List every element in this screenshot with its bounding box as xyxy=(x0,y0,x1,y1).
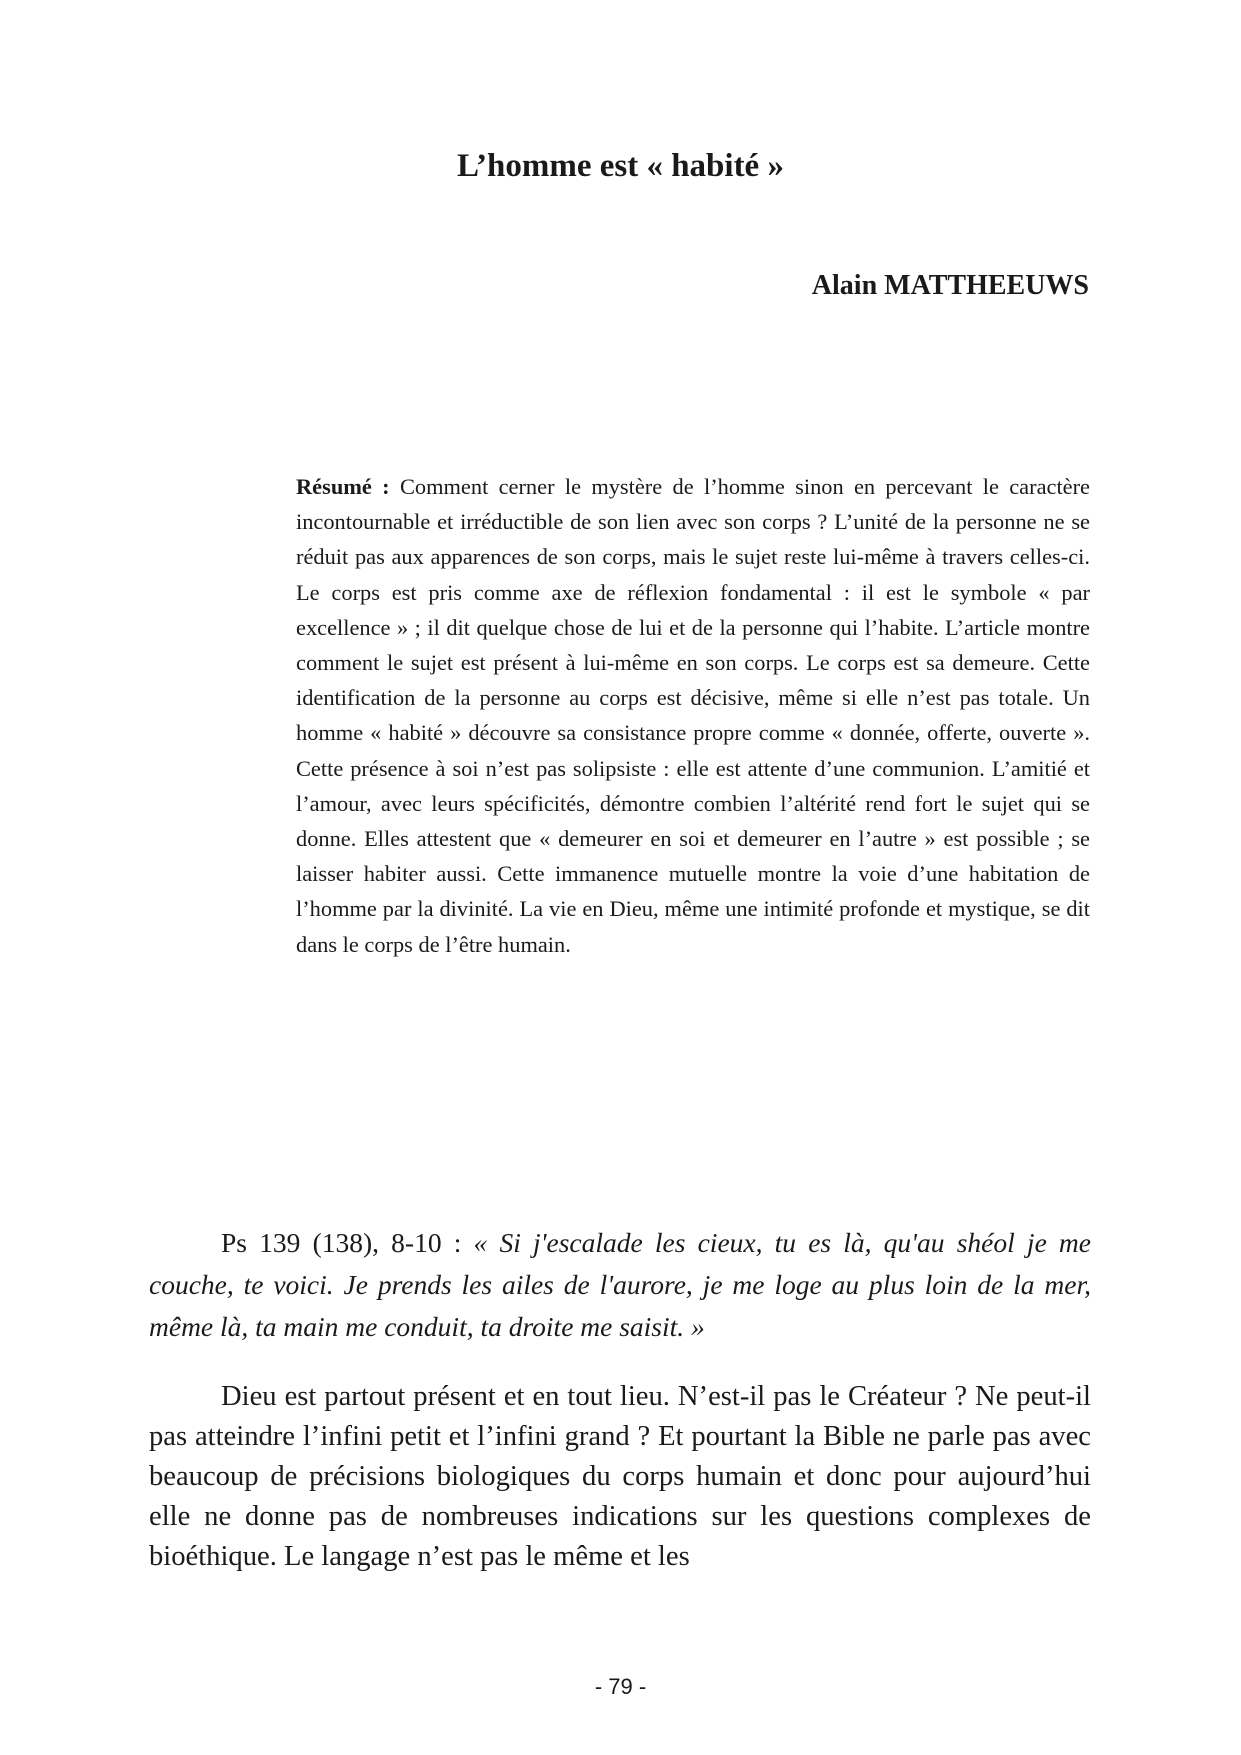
body-paragraph: Dieu est partout présent et en tout lieu. N’est-il pas le Créateur ? Ne peut-il pas atteindre l’infini petit et l’infini grand ? Et pourtant la Bible ne parle pas avec beaucoup de précisions biologiques du corps humain et donc pour aujourd’hui elle ne donne pas de nombreuses indications sur les questions complexes de bioéthique. Le langage n’est pas le même et les xyxy=(149,1381,1091,1572)
epigraph-reference: Ps 139 (138), 8-10 : xyxy=(221,1227,462,1258)
abstract-text: Comment cerner le mystère de l’homme sinon en percevant le caractère incontournable et irréductible de son lien avec son corps ? L’unité de la personne ne se réduit pas aux apparences de son corps, mais le sujet reste lui-même à travers celles-ci. Le corps est pris comme axe de réflexion fondamental : il est le symbole « par excellence » ; il dit quelque chose de lui et de la personne qui l’habite. L’article montre comment le sujet est présent à lui-même en son corps. Le corps est sa demeure. Cette identification de la personne au corps est décisive, même si elle n’est pas totale. Un homme « habité » découvre sa consistance propre comme « donnée, offerte, ouverte ». Cette présence à soi n’est pas solipsiste : elle est attente d’une communion. L’amitié et l’amour, avec leurs spécificités, démontre combien l’altérité rend fort le sujet qui se donne. Elles attestent que « demeurer en soi et demeurer en l’autre » est possible ; se laisser habiter aussi. Cette immanence mutuelle montre la voie d’une habitation de l’homme par la divinité. La vie en Dieu, même une intimité profonde et mystique, se dit dans le corps de l’être humain. xyxy=(296,474,1090,957)
abstract-label: Résumé : xyxy=(296,474,390,499)
epigraph-quote: « Si j'escalade les cieux, tu es là, qu'au shéol je me couche, te voici. Je prends les ailes de l'aurore, je me loge au plus loin de la mer, même là, ta main me conduit, ta droite me saisit. » xyxy=(149,1227,1091,1342)
author-name: Alain MATTHEEUWS xyxy=(811,270,1089,301)
abstract xyxy=(296,469,1090,962)
epigraph xyxy=(149,1222,1091,1348)
page-number: - 79 - xyxy=(594,1674,647,1699)
article-title: L’homme est « habité » xyxy=(457,148,784,184)
